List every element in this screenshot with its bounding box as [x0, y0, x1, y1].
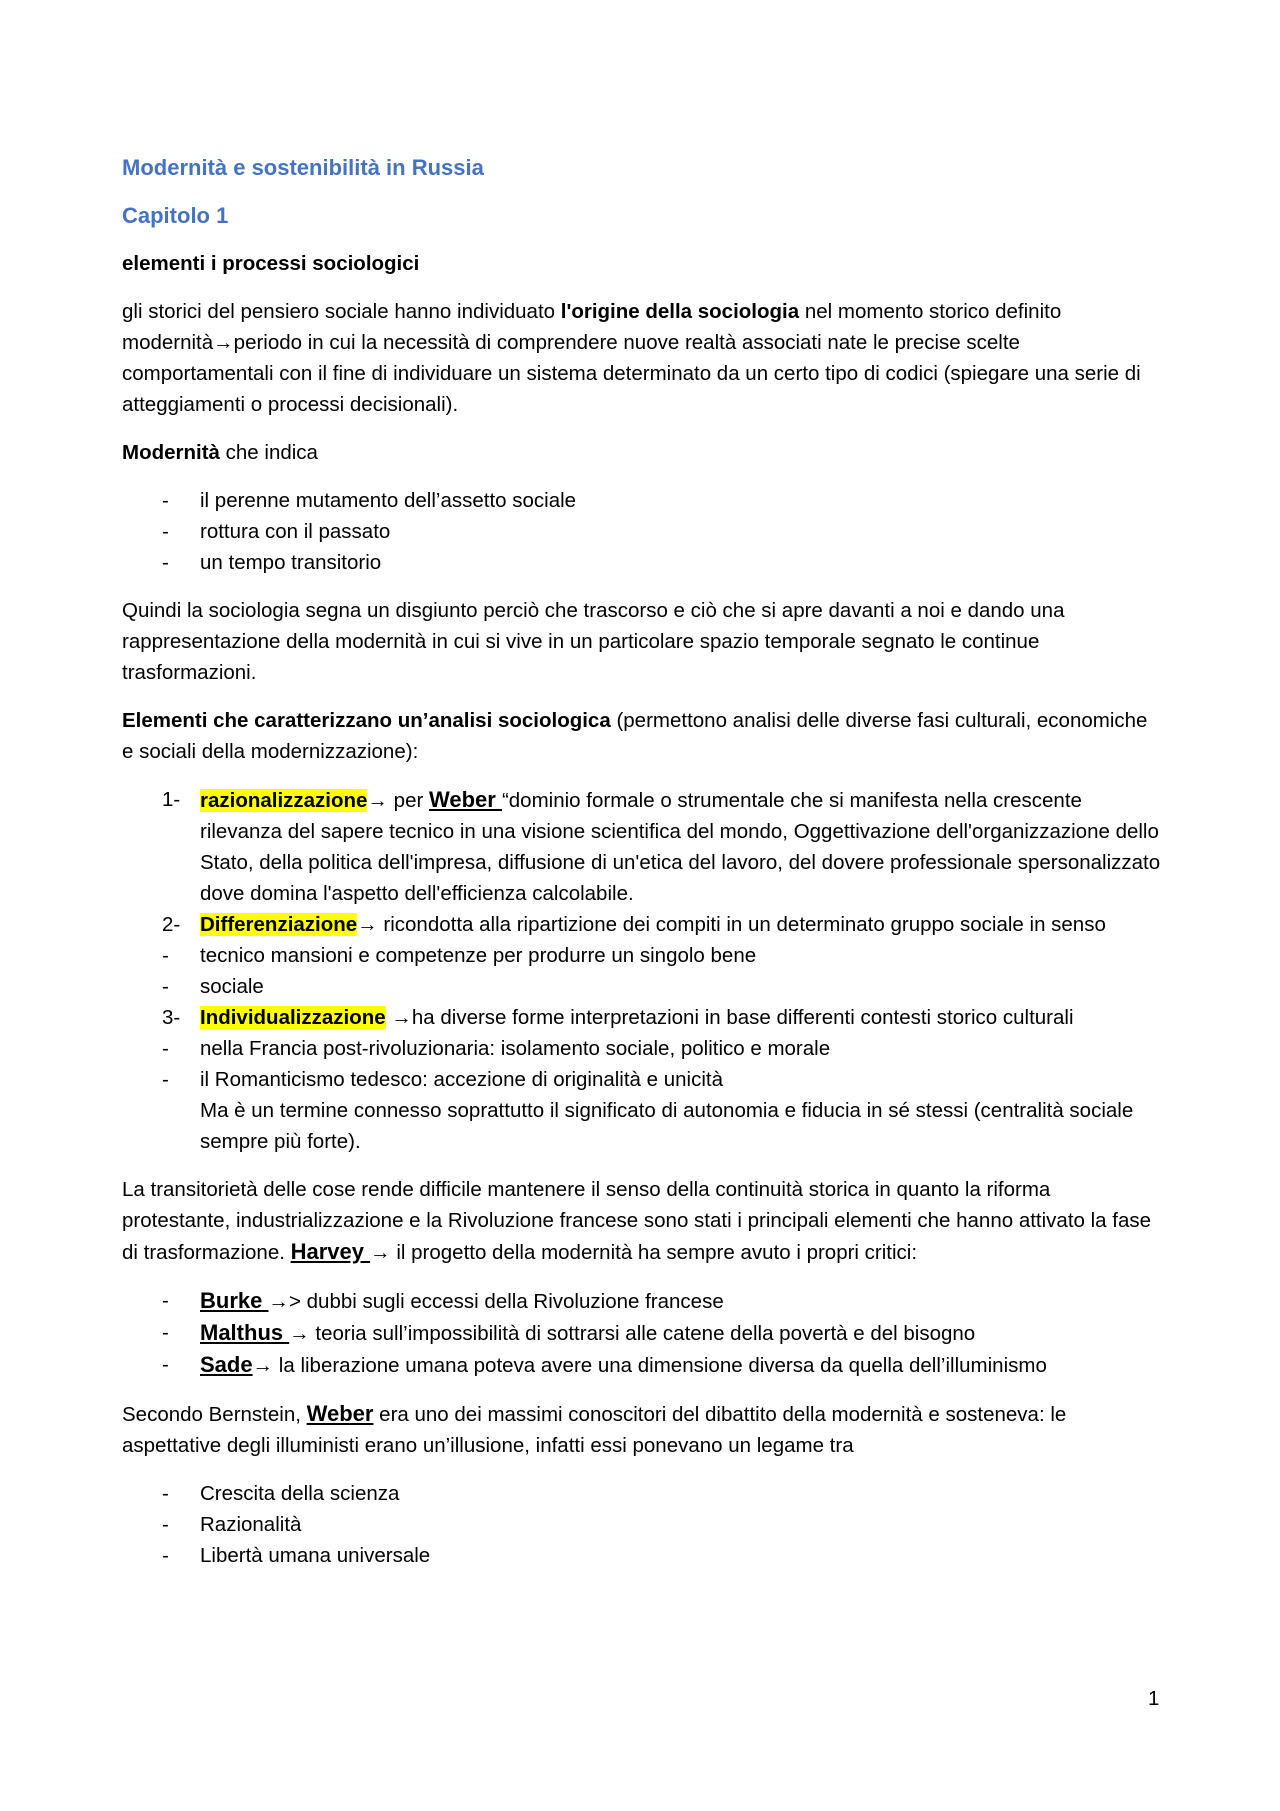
paragraph-bernstein: Secondo Bernstein, Weber era uno dei massimi conoscitori del dibattito della modernità e sosteneva: le aspettative degli illuministi erano un’illusione, infatti essi ponevano un legame tra	[122, 1401, 1067, 1457]
list-item-burke: - Burke →> dubbi sugli eccessi della Rivoluzione francese	[162, 1288, 724, 1313]
list-item: - Razionalità	[162, 1513, 302, 1536]
list-item: - un tempo transitorio	[162, 551, 382, 574]
list-item: - Libertà umana universale	[162, 1544, 431, 1567]
paragraph-origin: gli storici del pensiero sociale hanno individuato l'origine della sociologia nel momento storico definito modernità→periodo in cui la necessità di comprendere nuove realtà associati nate le precise scelte comportamentali con il fine di individuare un sistema determinato da un certo tipo di codici (spiegare una serie di atteggiamenti o processi decisionali).	[122, 300, 1141, 416]
page-number: 1	[1148, 1687, 1160, 1710]
arrow-icon: →	[252, 1354, 274, 1377]
arrow-icon: →	[268, 1290, 289, 1313]
author-name: Sade	[200, 1352, 253, 1377]
list-item: - sociale	[162, 975, 264, 998]
list-item: - il perenne mutamento dell’assetto sociale	[162, 489, 577, 512]
highlight: razionalizzazione	[200, 789, 368, 812]
author-name: Weber	[306, 1401, 374, 1426]
list-item: - Crescita della scienza	[162, 1482, 400, 1505]
highlight: Individualizzazione	[200, 1006, 386, 1029]
critics-list	[122, 1285, 1162, 1381]
arrow-icon: →	[213, 331, 234, 354]
list-item-differentiation: 2- Differenziazione→ ricondotta alla ripartizione dei compiti in un determinato gruppo sociale in senso	[162, 913, 1106, 936]
list-item-malthus: - Malthus → teoria sull’impossibilità di sottrarsi alle catene della povertà e del bisogno	[162, 1320, 976, 1345]
paragraph-transitoriness: La transitorietà delle cose rende difficile mantenere il senso della continuità storica in quanto la riforma protestante, industrializzazione e la Rivoluzione francese sono stati i principali elementi che hanno attivato la fase di trasformazione. Harvey → il progetto della modernità ha sempre avuto i propri critici:	[122, 1178, 1152, 1264]
chapter-heading: Capitolo 1	[122, 203, 229, 228]
author-name: Malthus	[200, 1320, 290, 1345]
list-item-continuation: Ma è un termine connesso soprattutto il significato di autonomia e fiducia in sé stessi (centralità sociale sempre più forte).	[200, 1099, 1134, 1153]
author-name: Weber	[429, 787, 502, 812]
document-title: Modernità e sostenibilità in Russia	[122, 155, 484, 180]
list-item-individualization: 3- Individualizzazione →ha diverse forme interpretazioni in base differenti contesti storico culturali	[162, 1006, 1074, 1029]
highlight: Differenziazione	[200, 913, 358, 936]
enlightenment-list	[122, 1478, 1162, 1571]
list-item-sade: - Sade→ la liberazione umana poteva avere una dimensione diversa da quella dell’illuminismo	[162, 1352, 1047, 1377]
elements-list	[122, 784, 1162, 1157]
arrow-icon: →	[289, 1322, 310, 1345]
list-item: - il Romanticismo tedesco: accezione di originalità e unicità	[162, 1068, 724, 1091]
list-item-rationalization: 1- razionalizzazione→ per Weber “dominio formale o strumentale che si manifesta nella crescente rilevanza del sapere tecnico in una visione scientifica del mondo, Oggettivazione dell'organizzazione dello Stato, della politica dell'impresa, diffusione di un'etica del lavoro, del dovere professionale spersonalizzato dove domina l'aspetto dell'efficienza calcolabile.	[162, 787, 1161, 905]
list-item: - rottura con il passato	[162, 520, 391, 543]
section-heading: elementi i processi sociologici	[122, 252, 420, 275]
arrow-icon: →	[357, 913, 378, 936]
modernity-list	[122, 485, 1162, 578]
paragraph-elements: Elementi che caratterizzano un’analisi sociologica (permettono analisi delle diverse fasi culturali, economiche e sociali della modernizzazione):	[122, 709, 1148, 763]
arrow-icon: →	[391, 1006, 412, 1029]
author-name: Harvey	[290, 1239, 371, 1264]
paragraph-modernity: Modernità che indica	[122, 441, 318, 464]
arrow-icon: →	[367, 789, 388, 812]
list-item: - tecnico mansioni e competenze per produrre un singolo bene	[162, 944, 757, 967]
paragraph-sociology: Quindi la sociologia segna un disgiunto perciò che trascorso e ciò che si apre davanti a noi e dando una rappresentazione della modernità in cui si vive in un particolare spazio temporale segnato le continue trasformazioni.	[122, 599, 1065, 684]
arrow-icon: →	[370, 1241, 391, 1264]
list-item: - nella Francia post-rivoluzionaria: isolamento sociale, politico e morale	[162, 1037, 831, 1060]
author-name: Burke	[200, 1288, 269, 1313]
page-content	[122, 152, 1162, 1588]
